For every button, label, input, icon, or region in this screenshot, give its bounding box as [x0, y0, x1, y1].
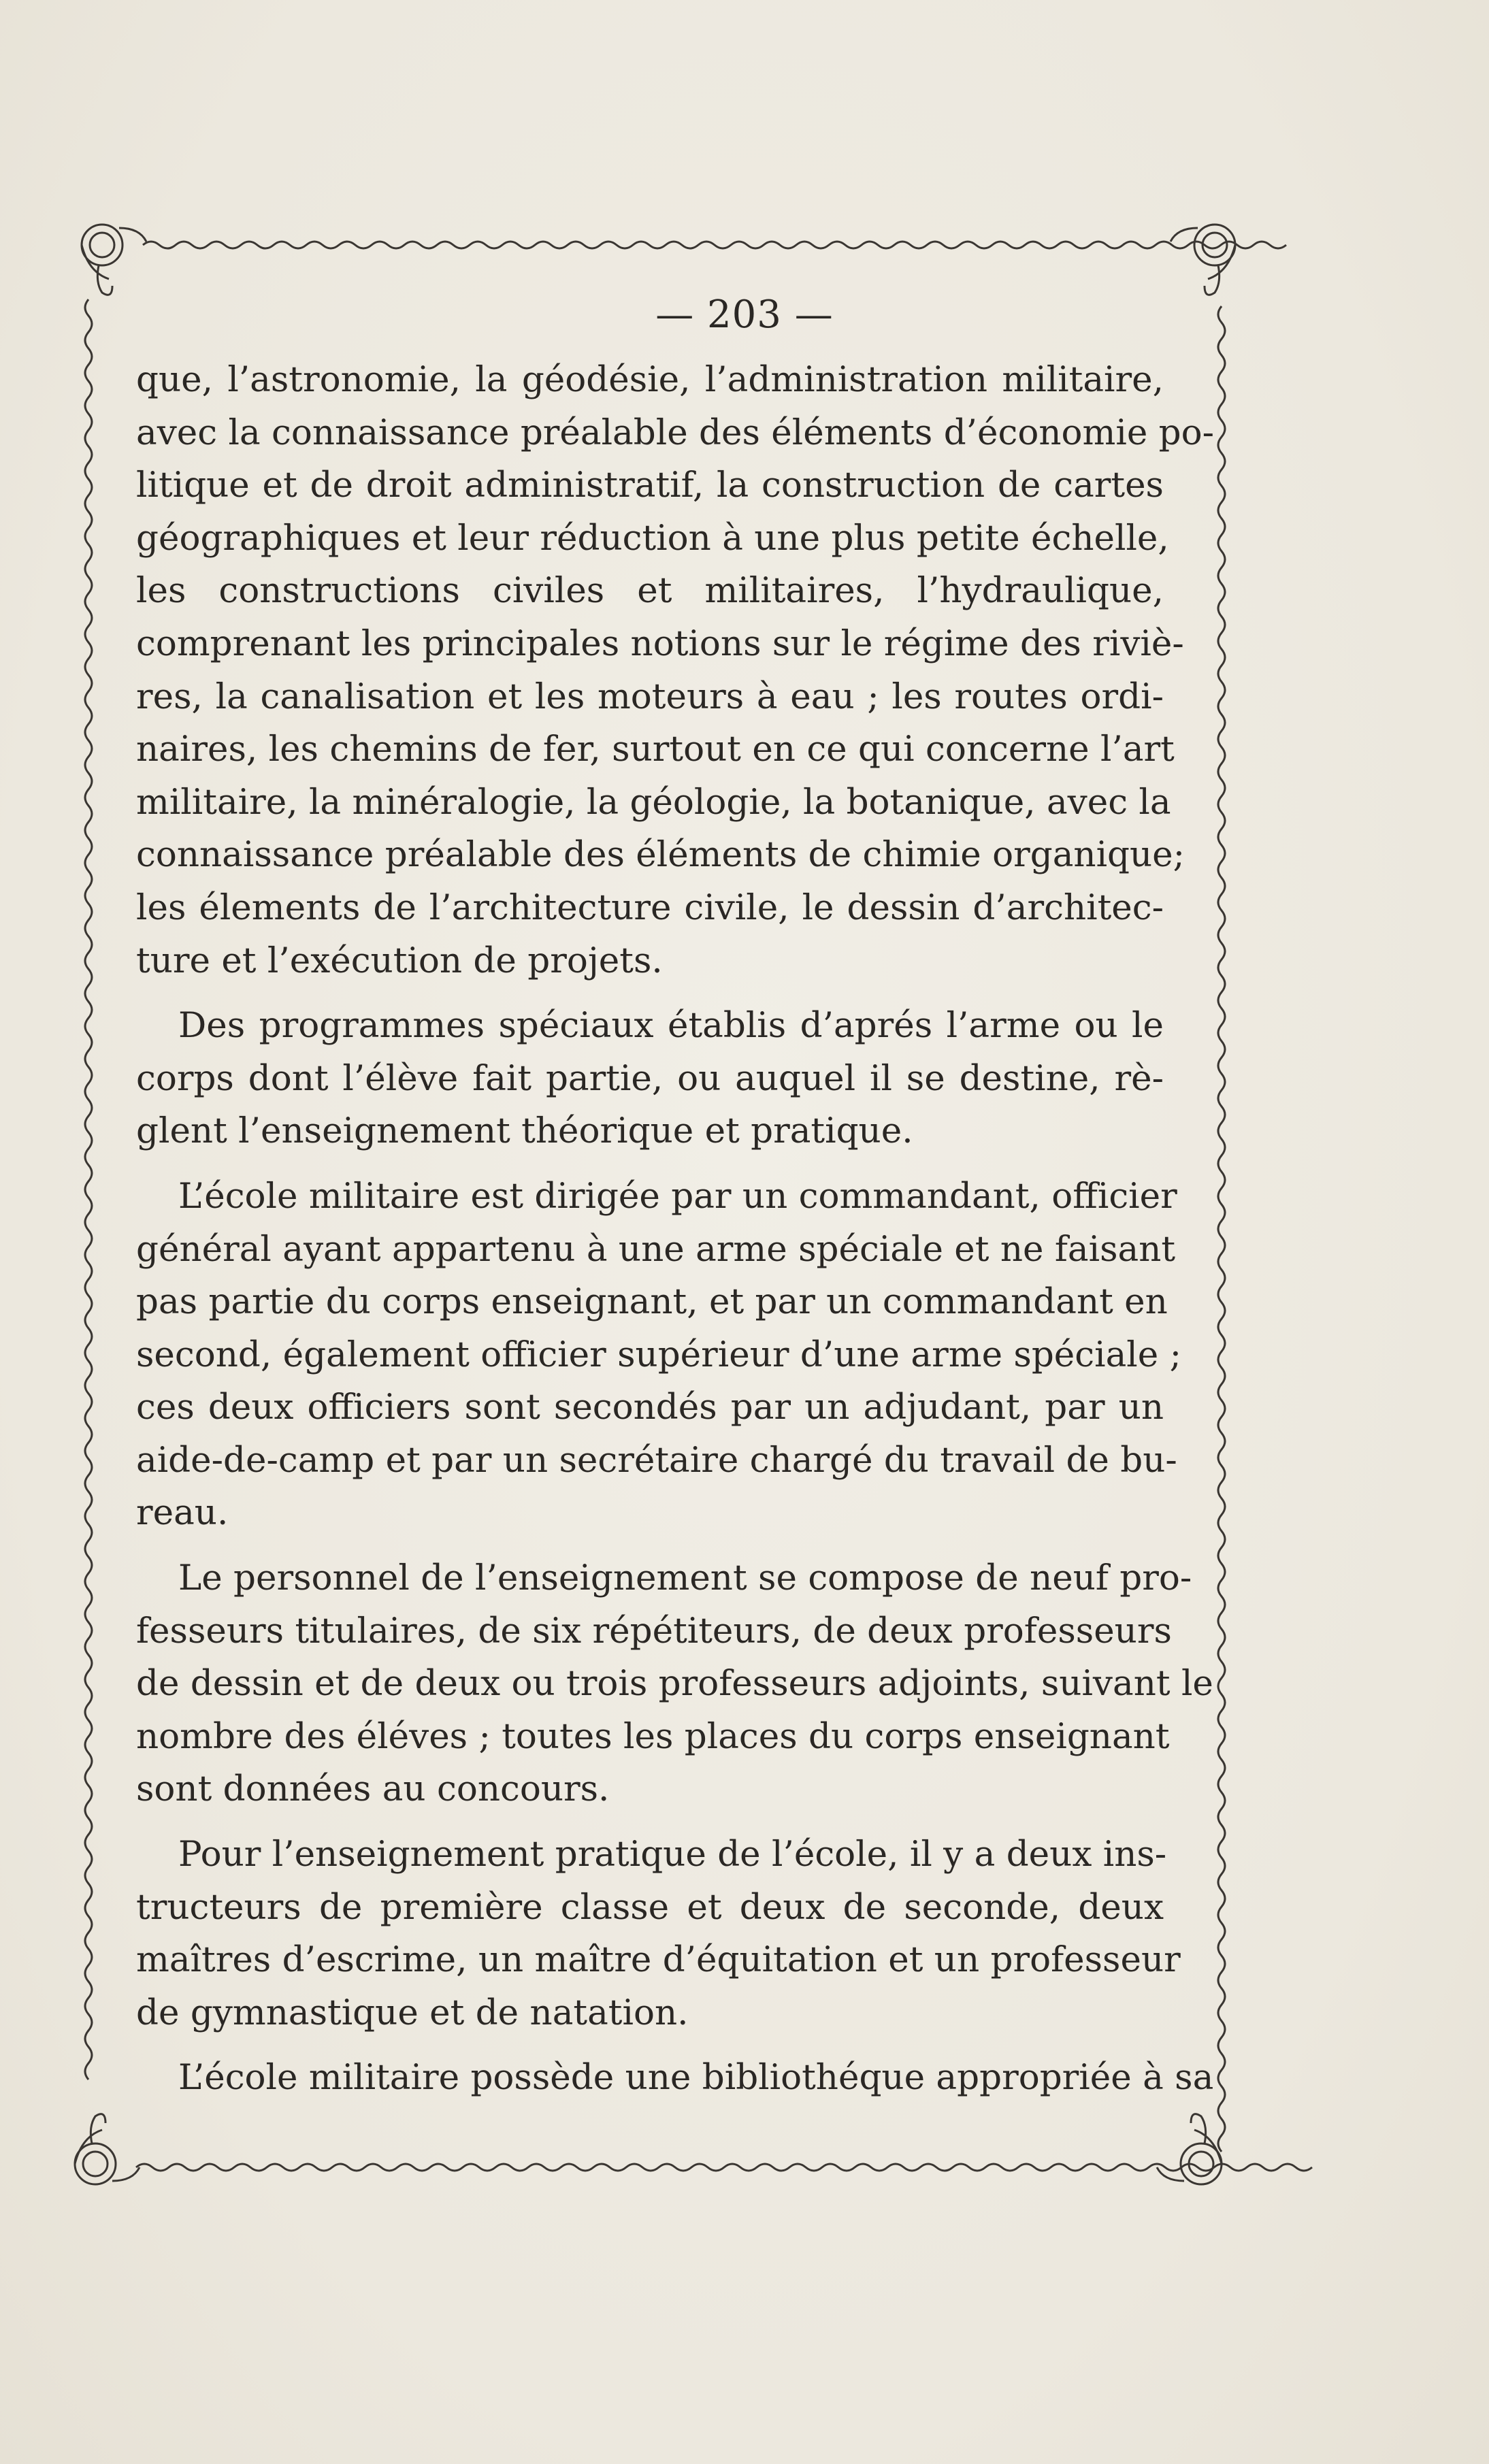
text-line: litique et de droit administratif, la construction de cartes	[136, 465, 1164, 506]
paragraph-3	[136, 1170, 1181, 1540]
text-line: Pour l’enseignement pratique de l’école, il y a deux ins-	[178, 1834, 1167, 1875]
text-line: tructeurs de première classe et deux de seconde, deux	[136, 1886, 1164, 1928]
text-line: que, l’astronomie, la géodésie, l’administration militaire,	[136, 359, 1164, 400]
corner-ornament-bottom-left-icon	[75, 2114, 140, 2184]
text-line: naires, les chemins de fer, surtout en ce qui concerne l’art	[136, 729, 1175, 770]
text-line: maîtres d’escrime, un maître d’équitation et un professeur	[136, 1939, 1181, 1981]
text-line: les élements de l’architecture civile, le dessin d’architec-	[136, 887, 1164, 928]
paragraph-6	[136, 2052, 1214, 2105]
paragraph-5	[136, 1828, 1181, 2039]
text-line: second, également officier supérieur d’une arme spéciale ;	[136, 1334, 1181, 1375]
text-line: reau.	[136, 1492, 229, 1534]
corner-ornament-top-left-icon	[82, 225, 146, 295]
text-line: corps dont l’élève fait partie, ou auquel il se destine, rè-	[136, 1057, 1164, 1099]
corner-ornament-top-right-icon	[1171, 225, 1235, 295]
text-line: connaissance préalable des éléments de chimie organique;	[136, 834, 1185, 876]
text-line: L’école militaire possède une bibliothéque appropriée à sa	[178, 2057, 1214, 2099]
text-line: aide-de-camp et par un secrétaire chargé du travail de bu-	[136, 1439, 1177, 1481]
text-line: L’école militaire est dirigée par un commandant, officier	[178, 1175, 1177, 1217]
paragraph-4	[136, 1552, 1213, 1816]
text-line: res, la canalisation et les moteurs à eau ; les routes ordi-	[136, 676, 1164, 717]
text-line: fesseurs titulaires, de six répétiteurs, de deux professeurs	[136, 1610, 1172, 1652]
text-line: comprenant les principales notions sur le régime des riviè-	[136, 623, 1184, 664]
text-line: ces deux officiers sont secondés par un adjudant, par un	[136, 1387, 1164, 1428]
text-line: Le personnel de l’enseignement se compose de neuf pro-	[178, 1558, 1192, 1599]
text-line: sont données au concours.	[136, 1769, 610, 1810]
text-line: pas partie du corps enseignant, et par un commandant en	[136, 1281, 1168, 1323]
bottom-border-wave	[136, 2164, 1312, 2171]
top-border-wave	[143, 242, 1286, 248]
right-border-wave	[1218, 306, 1225, 2152]
text-line: militaire, la minéralogie, la géologie, la botanique, avec la	[136, 781, 1171, 823]
text-line: général ayant appartenu à une arme spéciale et ne faisant	[136, 1228, 1176, 1270]
text-line: les constructions civiles et militaires, l’hydraulique,	[136, 570, 1164, 612]
text-line: de gymnastique et de natation.	[136, 1992, 689, 2033]
text-line: géographiques et leur réduction à une plus petite échelle,	[136, 517, 1169, 559]
paragraph-1	[136, 354, 1215, 987]
paragraph-2	[136, 1000, 1164, 1158]
corner-ornament-bottom-right-icon	[1157, 2114, 1222, 2184]
left-border-wave	[85, 299, 92, 2080]
text-line: nombre des éléves ; toutes les places du corps enseignant	[136, 1715, 1170, 1757]
text-line: avec la connaissance préalable des éléments d’économie po-	[136, 412, 1215, 453]
body-text	[136, 354, 1215, 2105]
text-line: glent l’enseignement théorique et pratique.	[136, 1111, 913, 1152]
text-line: ture et l’exécution de projets.	[136, 940, 663, 981]
page-number: — 203 —	[655, 293, 834, 337]
text-line: de dessin et de deux ou trois professeurs adjoints, suivant le	[136, 1663, 1213, 1705]
text-line: Des programmes spéciaux établis d’aprés l’arme ou le	[178, 1005, 1164, 1047]
